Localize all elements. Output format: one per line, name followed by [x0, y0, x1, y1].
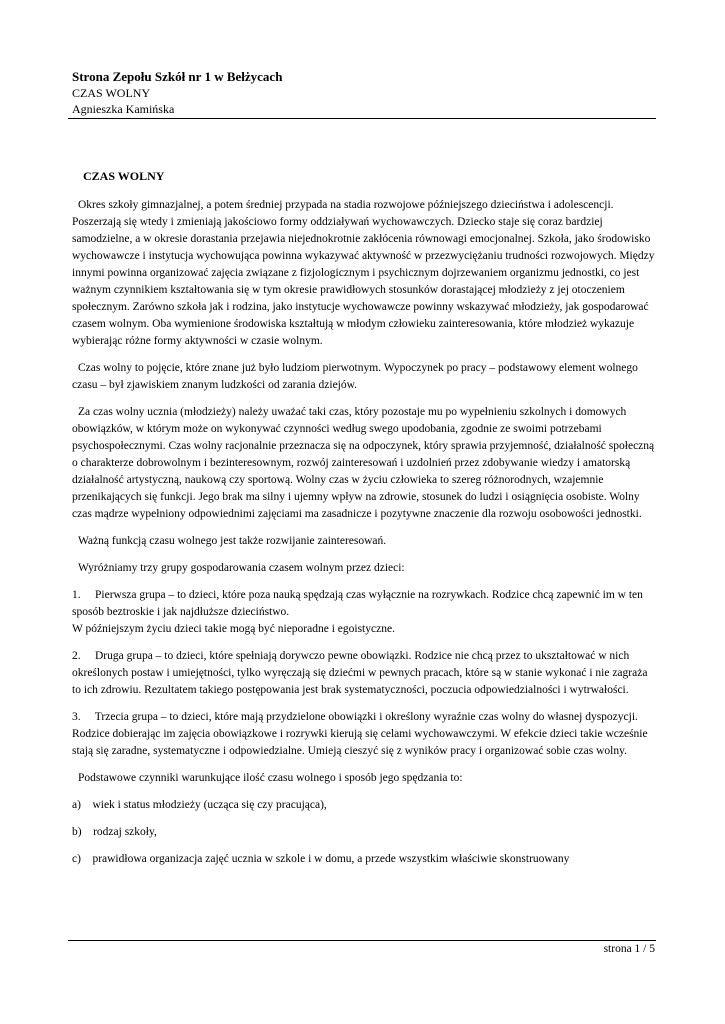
factor-text: rodzaj szkoły, [93, 826, 157, 838]
group-text: Pierwsza grupa – to dzieci, które poza nauką spędzają czas wyłącznie na rozrywkach. Rodzice chcą zapewnić im w ten sposób beztroskie i jak najdłuższe dzieciństwo. [72, 589, 643, 618]
school-title: Strona Zepołu Szkół nr 1 w Bełżycach [72, 69, 283, 84]
footer-divider [68, 940, 656, 941]
group-item-1 [72, 587, 657, 638]
section-heading: CZAS WOLNY [83, 169, 165, 183]
group-extra: W późniejszym życiu dzieci takie mogą być nieporadne i egoistyczne. [72, 623, 395, 635]
group-number: 2. [72, 650, 81, 662]
group-item-3 [72, 709, 657, 760]
factor-text: wiek i status młodzieży (ucząca się czy pracująca), [92, 799, 327, 811]
factor-item-a [72, 797, 657, 814]
factor-letter: a) [72, 799, 81, 811]
group-number: 1. [72, 589, 81, 601]
group-text: Trzecia grupa – to dzieci, które mają przydzielone obowiązki i określony wyraźnie czas wolny do własnej dyspozycji. Rodzice dobierając im zajęcia obowiązkowe i rozrywki kierują się celami wychowawczymi. W efekcie dzieci takie wcześnie stają się zaradne, systematyczne i odpowiedzialne. Umieją cieszyć się z wyników pracy i organizować sobie czas wolny. [72, 711, 648, 757]
paragraph: Wyróżniamy trzy grupy gospodarowania czasem wolnym przez dzieci: [78, 562, 405, 574]
page-header [72, 68, 655, 117]
paragraph: Czas wolny to pojęcie, które znane już było ludziom pierwotnym. Wypoczynek po pracy – podstawowy element wolnego czasu – był zjawiskiem znanym ludzkości od zarania dziejów. [72, 362, 638, 391]
factor-item-c [72, 851, 657, 868]
factor-letter: c) [72, 853, 81, 865]
document-title: CZAS WOLNY [72, 86, 151, 100]
paragraph: Za czas wolny ucznia (młodzieży) należy uważać taki czas, który pozostaje mu po wypełnieniu szkolnych i domowych obowiązków, w którym może on wykonywać czynności według swego upodobania, zgodnie ze swoimi potrzebami psychospołecznymi. Czas wolny racjonalnie przeznacza się na odpoczynek, który sprawia przyjemność, działalność społeczną o charakterze dobrowolnym i bezinteresownym, rozwój zainteresowań i uzdolnień przez zdobywanie wiedzy i amatorską działalność artystyczną, naukową czy sportową. Wolny czas w życiu człowieka to szereg różnorodnych, wzajemnie przenikających się funkcji. Jego brak ma silny i ujemny wpływ na zdrowie, stosunek do ludzi i osiągnięcia osobiste. Wolny czas mądrze wypełniony odpowiednimi zajęciami ma zasadnicze i pozytywne znaczenie dla rozwoju osobowości jednostki. [72, 406, 655, 520]
factor-item-b [72, 824, 657, 841]
group-number: 3. [72, 711, 81, 723]
group-text: Druga grupa – to dzieci, które spełniają dorywczo pewne obowiązki. Rodzice nie chcą przez to ukształtować w nich określonych postaw i umiejętności, tylko wyręczają się dziećmi w pewnych pracach, które są w stanie wykonać i nie zagraża to ich zdrowiu. Rezultatem takiego postępowania jest brak systematyczności, poczucia odpowiedzialności i wytrwałości. [72, 650, 648, 696]
author-name: Agnieszka Kamińska [72, 102, 175, 116]
group-item-2 [72, 648, 657, 699]
page-number: strona 1 / 5 [603, 943, 655, 955]
factor-letter: b) [72, 826, 82, 838]
header-divider [68, 118, 656, 119]
factors-intro: Podstawowe czynniki warunkujące ilość czasu wolnego i sposób jego spędzania to: [78, 772, 463, 784]
factor-text: prawidłowa organizacja zajęć ucznia w szkole i w domu, a przede wszystkim właściwie skonstruowany [92, 853, 570, 865]
paragraph: Okres szkoły gimnazjalnej, a potem średniej przypada na stadia rozwojowe późniejszego dzieciństwa i adolescencji. Poszerzają się wtedy i zmieniają jakościowo formy oddziaływań wychowawczych. Dziecko staje się coraz bardziej samodzielne, a w okresie dorastania przejawia niejednokrotnie zakłócenia równowagi emocjonalnej. Szkoła, jako środowisko wychowawcze i instytucja wychowująca powinna wykazywać aktywność w przezwyciężaniu trudności rozwojowych. Między innymi powinna organizować zajęcia związane z fizjologicznym i psychicznym dojrzewaniem organizmu jednostki, co jest ważnym czynnikiem kształtowania się w tym okresie prawidłowych stosunków dorastającej młodzieży z jej otoczeniem społecznym. Zarówno szkoła jak i rodzina, jako instytucje wychowawcze powinny wskazywać młodzieży, jak gospodarować czasem wolnym. Oba wymienione środowiska kształtują w młodym człowieku zainteresowania, które młodzież wykazuje wybierając różne formy aktywności w czasie wolnym. [72, 199, 655, 347]
document-body [72, 168, 657, 878]
paragraph: Ważną funkcją czasu wolnego jest także rozwijanie zainteresowań. [78, 535, 387, 547]
